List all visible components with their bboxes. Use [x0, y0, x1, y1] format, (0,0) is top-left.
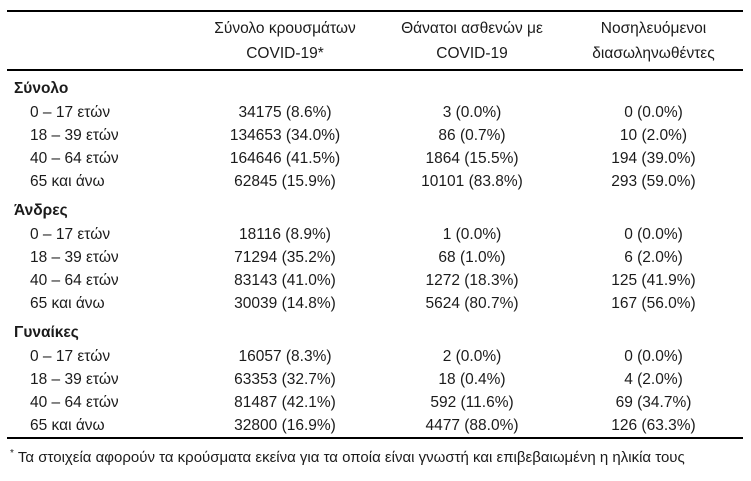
header-empty-cell: [7, 16, 190, 66]
cases-cell: 164646 (41.5%): [229, 150, 341, 167]
deaths-cell: 1864 (15.5%): [425, 150, 519, 167]
cases-cell: 134653 (34.0%): [229, 127, 341, 144]
section-title-total: Σύνολο: [14, 80, 69, 97]
table-row: [7, 170, 743, 193]
table-row: [7, 391, 743, 414]
section-total: [7, 71, 743, 101]
table-row: [7, 147, 743, 170]
table-row: [7, 368, 743, 391]
table-row: [7, 292, 743, 315]
column-header-deaths: [380, 16, 564, 66]
age-label: 18 – 39 ετών: [30, 249, 119, 266]
table-row: [7, 345, 743, 368]
table-row: [7, 124, 743, 147]
cases-cell: 83143 (41.0%): [234, 272, 336, 289]
intubated-cell: 6 (2.0%): [624, 249, 683, 266]
column-header-deaths-line1: Θάνατοι ασθενών με: [401, 20, 543, 37]
column-header-intubated-line1: Νοσηλευόμενοι: [600, 20, 707, 37]
cases-cell: 63353 (32.7%): [234, 371, 336, 388]
intubated-cell: 0 (0.0%): [624, 226, 683, 243]
intubated-cell: 167 (56.0%): [611, 295, 696, 312]
deaths-cell: 5624 (80.7%): [425, 295, 519, 312]
intubated-cell: 126 (63.3%): [611, 417, 696, 434]
footnote-asterisk: *: [10, 448, 14, 459]
deaths-cell: 3 (0.0%): [442, 104, 502, 121]
deaths-cell: 10101 (83.8%): [421, 173, 523, 190]
cases-cell: 71294 (35.2%): [234, 249, 336, 266]
deaths-cell: 592 (11.6%): [430, 394, 514, 411]
deaths-cell: 68 (1.0%): [438, 249, 506, 266]
column-header-cases: [190, 16, 380, 66]
intubated-cell: 69 (34.7%): [615, 394, 692, 411]
cases-cell: 32800 (16.9%): [234, 417, 336, 434]
age-label: 40 – 64 ετών: [30, 272, 119, 289]
intubated-cell: 0 (0.0%): [624, 348, 683, 365]
deaths-cell: 18 (0.4%): [438, 371, 506, 388]
age-label: 0 – 17 ετών: [30, 226, 111, 243]
cases-cell: 16057 (8.3%): [238, 348, 332, 365]
age-label: 18 – 39 ετών: [30, 371, 119, 388]
age-label: 40 – 64 ετών: [30, 394, 119, 411]
cases-cell: 81487 (42.1%): [234, 394, 336, 411]
table-row: [7, 269, 743, 292]
section-title-men: Άνδρες: [14, 202, 68, 219]
intubated-cell: 0 (0.0%): [624, 104, 683, 121]
deaths-cell: 2 (0.0%): [442, 348, 502, 365]
column-header-intubated: [564, 16, 743, 66]
cases-cell: 30039 (14.8%): [234, 295, 336, 312]
section-women: [7, 315, 743, 345]
age-label: 0 – 17 ετών: [30, 348, 111, 365]
intubated-cell: 125 (41.9%): [611, 272, 696, 289]
intubated-cell: 293 (59.0%): [611, 173, 696, 190]
footnote: [7, 439, 743, 468]
cases-cell: 62845 (15.9%): [234, 173, 336, 190]
table-row: [7, 246, 743, 269]
intubated-cell: 10 (2.0%): [619, 127, 688, 144]
section-title-women: Γυναίκες: [14, 324, 79, 341]
cases-cell: 18116 (8.9%): [239, 226, 331, 243]
table-row: [7, 414, 743, 437]
section-men: [7, 193, 743, 223]
footnote-text: Τα στοιχεία αφορούν τα κρούσματα εκείνα για τα οποία είναι γνωστή και επιβεβαιωμένη η ηλικία τους: [17, 449, 685, 466]
table-row: [7, 223, 743, 246]
column-header-cases-line1: Σύνολο κρουσμάτων: [214, 20, 356, 37]
intubated-cell: 194 (39.0%): [611, 150, 696, 167]
column-header-deaths-line2: COVID-19: [436, 45, 508, 62]
table-row: [7, 101, 743, 124]
age-label: 65 και άνω: [30, 173, 105, 190]
deaths-cell: 1 (0.0%): [442, 226, 502, 243]
deaths-cell: 4477 (88.0%): [425, 417, 519, 434]
statistics-table: [7, 10, 743, 468]
deaths-cell: 86 (0.7%): [438, 127, 506, 144]
age-label: 18 – 39 ετών: [30, 127, 119, 144]
age-label: 65 και άνω: [30, 417, 105, 434]
deaths-cell: 1272 (18.3%): [425, 272, 519, 289]
column-header-cases-line2: COVID-19*: [246, 45, 324, 62]
age-label: 65 και άνω: [30, 295, 105, 312]
column-header-intubated-line2: διασωληνωθέντες: [592, 45, 715, 62]
age-label: 40 – 64 ετών: [30, 150, 119, 167]
table-header-row: [7, 12, 743, 69]
intubated-cell: 4 (2.0%): [624, 371, 683, 388]
age-label: 0 – 17 ετών: [30, 104, 111, 121]
cases-cell: 34175 (8.6%): [238, 104, 332, 121]
